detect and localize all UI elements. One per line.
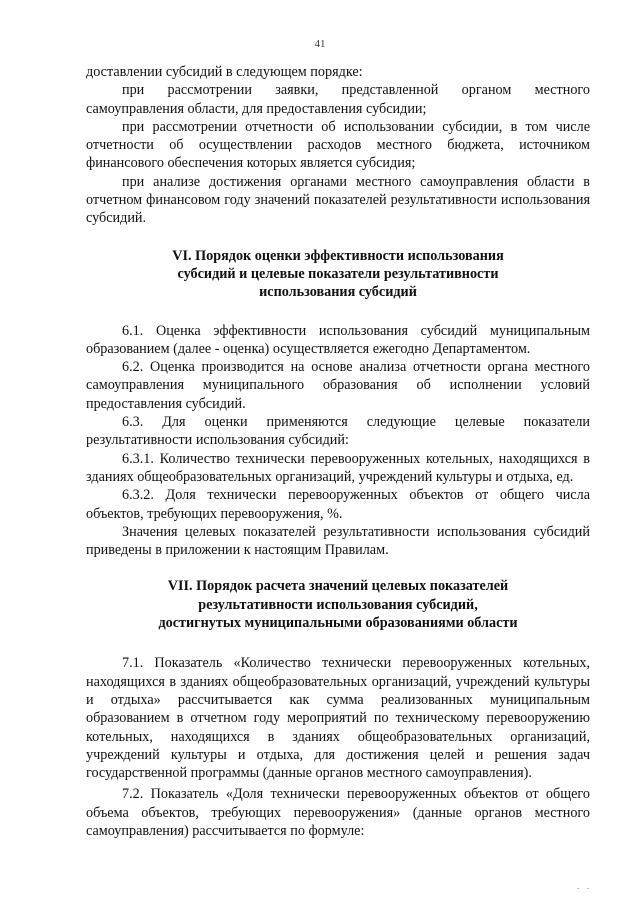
paragraph-6-3-1: 6.3.1. Количество технически перевооруженных котельных, находящихся в зданиях общеобразовательных организаций, учреждений культуры и отдыха, ед. <box>86 450 590 485</box>
intro-continuation: доставлении субсидий в следующем порядке: <box>86 64 363 80</box>
paragraph-6-3: 6.3. Для оценки применяются следующие целевые показатели результативности использования субсидий: <box>86 414 590 449</box>
section-6-title-line: использования субсидий <box>259 284 417 301</box>
scan-mark: . . <box>577 882 592 891</box>
paragraph-6-1: 6.1. Оценка эффективности использования субсидий муниципальным образованием (далее - оценка) осуществляется ежегодно Департаментом. <box>86 322 590 357</box>
section-6-title-line: VI. Порядок оценки эффективности использования <box>172 247 504 264</box>
paragraph-6-2: 6.2. Оценка производится на основе анализа отчетности органа местного самоуправления муниципального образования об исполнении условий предоставления субсидий. <box>86 359 590 412</box>
section-6-heading <box>86 247 590 302</box>
paragraph-6-3-2: 6.3.2. Доля технически перевооруженных объектов от общего числа объектов, требующих перевооружения, %. <box>86 487 590 522</box>
section-7-title-line: достигнутых муниципальными образованиями области <box>158 615 518 632</box>
intro-item-analysis: при анализе достижения органами местного самоуправления области в отчетном финансовом году значений показателей результативности использования субсидий. <box>86 173 590 227</box>
section-7-title-line: VII. Порядок расчета значений целевых показателей <box>167 578 509 595</box>
paragraph-6-values: Значения целевых показателей результативности использования субсидий приведены в приложении к настоящим Правилам. <box>86 523 590 559</box>
paragraph-7-2: 7.2. Показатель «Доля технически перевооруженных объектов от общего объема объектов, требующих перевооружения» (данные органов местного самоуправления) рассчитывается по формуле: <box>86 786 590 839</box>
section-7-title-line: результативности использования субсидий, <box>198 596 478 613</box>
page-number: 41 <box>314 38 326 50</box>
intro-item-reporting: при рассмотрении отчетности об использовании субсидии, в том числе отчетности об осуществлении расходов местного бюджета, источником финансового обеспечения которых является субсидия; <box>86 118 590 172</box>
document-body <box>86 63 590 840</box>
section-6-title-line: субсидий и целевые показатели результативности <box>177 265 499 282</box>
section-7-heading <box>86 577 590 632</box>
intro-item-application: при рассмотрении заявки, представленной органом местного самоуправления области, для предоставления субсидии; <box>86 82 590 117</box>
paragraph-7-1: 7.1. Показатель «Количество технически перевооруженных котельных, находящихся в зданиях общеобразовательных организаций, учреждений культуры и отдыха» рассчитывается как сумма реализованных муниципальным образованием в отчетном году мероприятий по техническому перевооружению котельных, находящихся в зданиях общеобразовательных организаций, учреждений культуры и отдыха, для достижения целей и решения задач государственной программы (данные органов местного самоуправления). <box>86 655 590 782</box>
